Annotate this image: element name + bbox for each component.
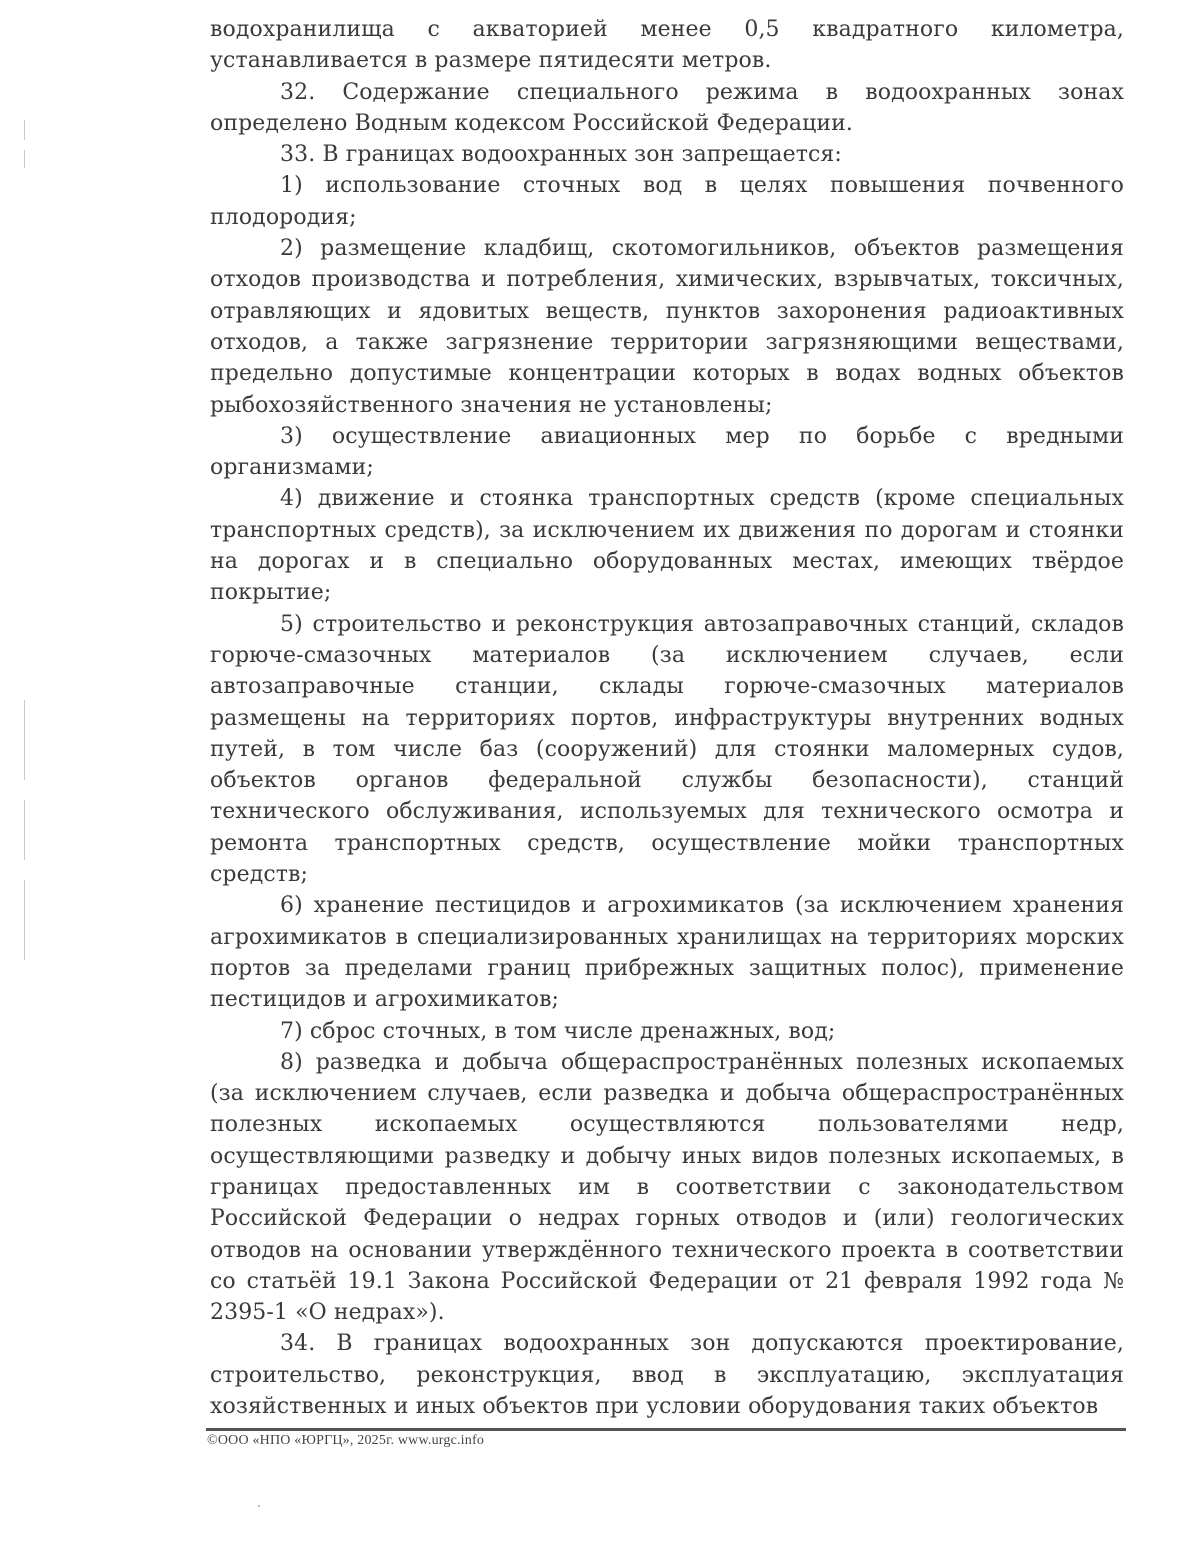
paragraph: 3) осуществление авиационных мер по борьбе с вредными организмами; — [210, 423, 1124, 481]
scan-artifact — [24, 880, 25, 960]
scan-artifact — [258, 1505, 260, 1507]
paragraph: 4) движение и стоянка транспортных средств (кроме специальных транспортных средств), за исключением их движения по дорогам и стоянки на дорогах и в специально оборудованных местах, имеющих твёрдое покрытие; — [210, 486, 1124, 606]
paragraph: 34. В границах водоохранных зон допускаются проектирование, строительство, реконструкция, ввод в эксплуатацию, эксплуатация хозяйственных и иных объектов при условии оборудования таких объектов — [210, 1331, 1124, 1420]
paragraph: 1) использование сточных вод в целях повышения почвенного плодородия; — [210, 173, 1124, 230]
paragraph: 8) разведка и добыча общераспространённых полезных ископаемых (за исключением случаев, если разведка и добыча общераспространённых полезных ископаемых осуществляются пользователями недр, осуществляющими разведку и добычу иных видов полезных ископаемых, в границах предоставленных им в соответствии с законодательством Российской Федерации о недрах горных отводов и (или) геологических отводов на основании утверждённого технического проекта в соответствии со статьёй 19.1 Закона Российской Федерации от 21 февраля 1992 года № 2395-1 «О недрах»). — [210, 1049, 1124, 1326]
scan-artifact — [24, 120, 25, 140]
paragraph: водохранилища с акваторией менее 0,5 квадратного километра, устанавливается в размере пятидесяти метров. — [210, 17, 1124, 74]
paragraph: 5) строительство и реконструкция автозаправочных станций, складов горюче-смазочных материалов (за исключением случаев, если автозаправочные станции, склады горюче-смазочных материалов размещены на территориях портов, инфраструктуры внутренних водных путей, в том числе баз (сооружений) для стоянки маломерных судов, объектов органов федеральной службы безопасности), станций технического обслуживания, используемых для технического осмотра и ремонта транспортных средств, осуществление мойки транспортных средств; — [210, 611, 1124, 888]
paragraph: 7) сброс сточных, в том числе дренажных, вод; — [280, 1018, 836, 1044]
paragraph: 32. Содержание специального режима в водоохранных зонах определено Водным кодексом Российской Федерации. — [210, 79, 1124, 136]
document-body — [210, 14, 1124, 1422]
paragraph: 6) хранение пестицидов и агрохимикатов (за исключением хранения агрохимикатов в специализированных хранилищах на территориях морских портов за пределами границ прибрежных защитных полос), применение пестицидов и агрохимикатов; — [210, 893, 1124, 1013]
footer-divider — [206, 1428, 1126, 1431]
scan-artifact — [24, 700, 25, 780]
scan-artifact — [24, 800, 25, 860]
paragraph: 33. В границах водоохранных зон запрещается: — [280, 142, 842, 168]
paragraph: 2) размещение кладбищ, скотомогильников, объектов размещения отходов производства и потребления, химических, взрывчатых, токсичных, отравляющих и ядовитых веществ, пунктов захоронения радиоактивных отходов, а также загрязнение территории загрязняющими веществами, предельно допустимые концентрации которых в водах водных объектов рыбохозяйственного значения не установлены; — [210, 236, 1124, 418]
scan-artifact — [24, 150, 25, 168]
footer-copyright: ©ООО «НПО «ЮРГЦ», 2025г. www.urgc.info — [207, 1433, 485, 1448]
